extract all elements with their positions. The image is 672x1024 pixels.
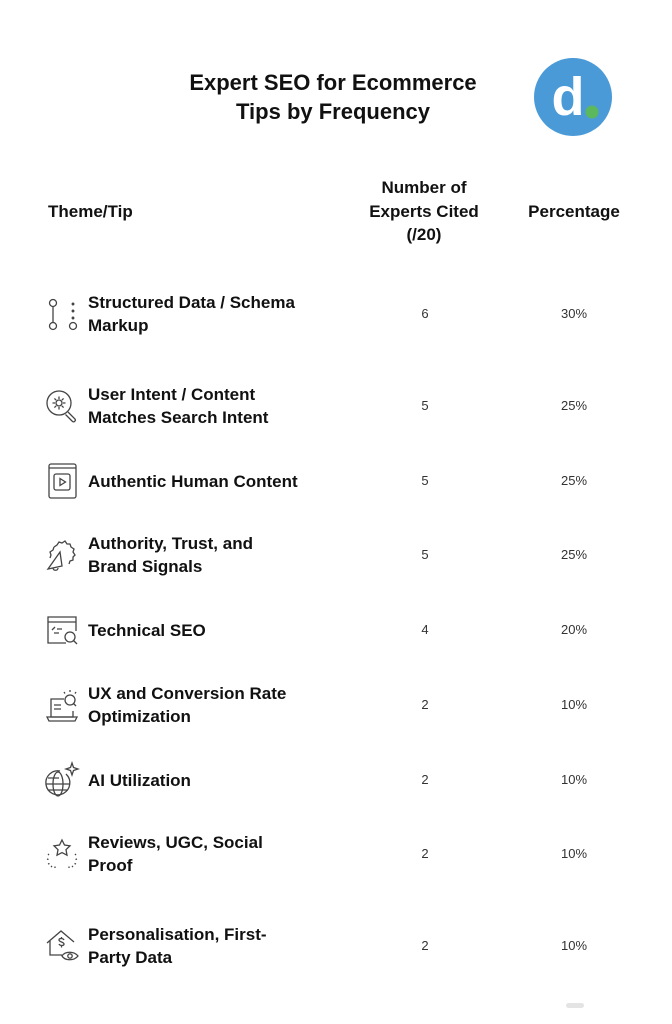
row-label xyxy=(88,923,338,969)
logo-letter: d xyxy=(551,67,585,127)
row-count: 6 xyxy=(421,306,429,321)
row-label-line-2: Markup xyxy=(88,316,149,335)
table-row xyxy=(0,834,672,874)
column-header-count-line-3: (/20) xyxy=(406,225,442,244)
row-count: 2 xyxy=(421,772,429,787)
logo-icon xyxy=(533,57,613,137)
row-label-line-2: Party Data xyxy=(88,948,173,967)
row-count: 2 xyxy=(421,846,429,861)
row-label xyxy=(88,532,338,578)
table-row xyxy=(0,926,672,966)
row-label-line-2: Proof xyxy=(88,856,133,875)
row-label xyxy=(88,383,338,429)
column-header-count-line-2: Experts Cited xyxy=(369,201,479,221)
row-label-line-1: Authority, Trust, and xyxy=(88,534,253,553)
row-label-line-1: Technical SEO xyxy=(88,621,206,640)
row-label xyxy=(88,291,338,337)
globe-sparkle-icon xyxy=(44,760,80,800)
star-laurel-icon xyxy=(44,834,80,874)
row-percentage: 10% xyxy=(560,697,588,712)
column-header-count xyxy=(345,176,503,247)
row-percentage: 20% xyxy=(560,622,588,637)
row-label-line-1: User Intent / Content xyxy=(88,385,256,404)
table-row xyxy=(0,685,672,725)
laptop-search-icon xyxy=(44,685,80,725)
row-percentage: 10% xyxy=(560,772,588,787)
table-row xyxy=(0,461,672,501)
row-percentage: 10% xyxy=(560,846,588,861)
row-percentage: 25% xyxy=(560,547,588,562)
structured-data-icon xyxy=(44,294,80,334)
page-title xyxy=(140,68,526,126)
brand-logo xyxy=(533,57,613,137)
row-percentage: 25% xyxy=(560,398,588,413)
row-percentage: 10% xyxy=(560,938,588,953)
row-label-line-2: Brand Signals xyxy=(88,557,203,576)
row-label-line-2: Optimization xyxy=(88,707,191,726)
title-line-2: Tips by Frequency xyxy=(236,99,430,124)
column-header-theme: Theme/Tip xyxy=(48,202,133,221)
row-label xyxy=(88,831,338,877)
table-row xyxy=(0,610,672,650)
row-label-line-1: Reviews, UGC, Social xyxy=(88,833,263,852)
row-label xyxy=(88,470,338,493)
row-label xyxy=(88,682,338,728)
title-line-1: Expert SEO for Ecommerce xyxy=(189,70,477,95)
row-percentage: 30% xyxy=(560,306,588,321)
search-gear-icon xyxy=(44,386,80,426)
house-eye-icon xyxy=(44,926,80,966)
row-percentage: 25% xyxy=(560,473,588,488)
row-count: 4 xyxy=(421,622,429,637)
row-label-line-1: UX and Conversion Rate xyxy=(88,684,287,703)
row-label xyxy=(88,619,338,642)
row-count: 5 xyxy=(421,473,429,488)
column-header-count-line-1: Number of xyxy=(381,178,467,197)
table-row xyxy=(0,760,672,800)
row-count: 5 xyxy=(421,398,429,413)
row-label-line-1: Personalisation, First- xyxy=(88,925,267,944)
row-label xyxy=(88,769,338,792)
video-book-icon xyxy=(44,461,80,501)
row-count: 5 xyxy=(421,547,429,562)
table-row xyxy=(0,386,672,426)
table-row xyxy=(0,535,672,575)
row-label-line-2: Matches Search Intent xyxy=(88,408,269,427)
row-count: 2 xyxy=(421,697,429,712)
megaphone-badge-icon xyxy=(44,535,80,575)
table-row xyxy=(0,294,672,334)
browser-search-icon xyxy=(44,610,80,650)
watermark-mark xyxy=(566,1003,584,1008)
row-label-line-1: Authentic Human Content xyxy=(88,472,298,491)
column-header-percentage: Percentage xyxy=(528,202,620,221)
row-label-line-1: Structured Data / Schema xyxy=(88,293,295,312)
row-label-line-1: AI Utilization xyxy=(88,771,191,790)
row-count: 2 xyxy=(421,938,429,953)
